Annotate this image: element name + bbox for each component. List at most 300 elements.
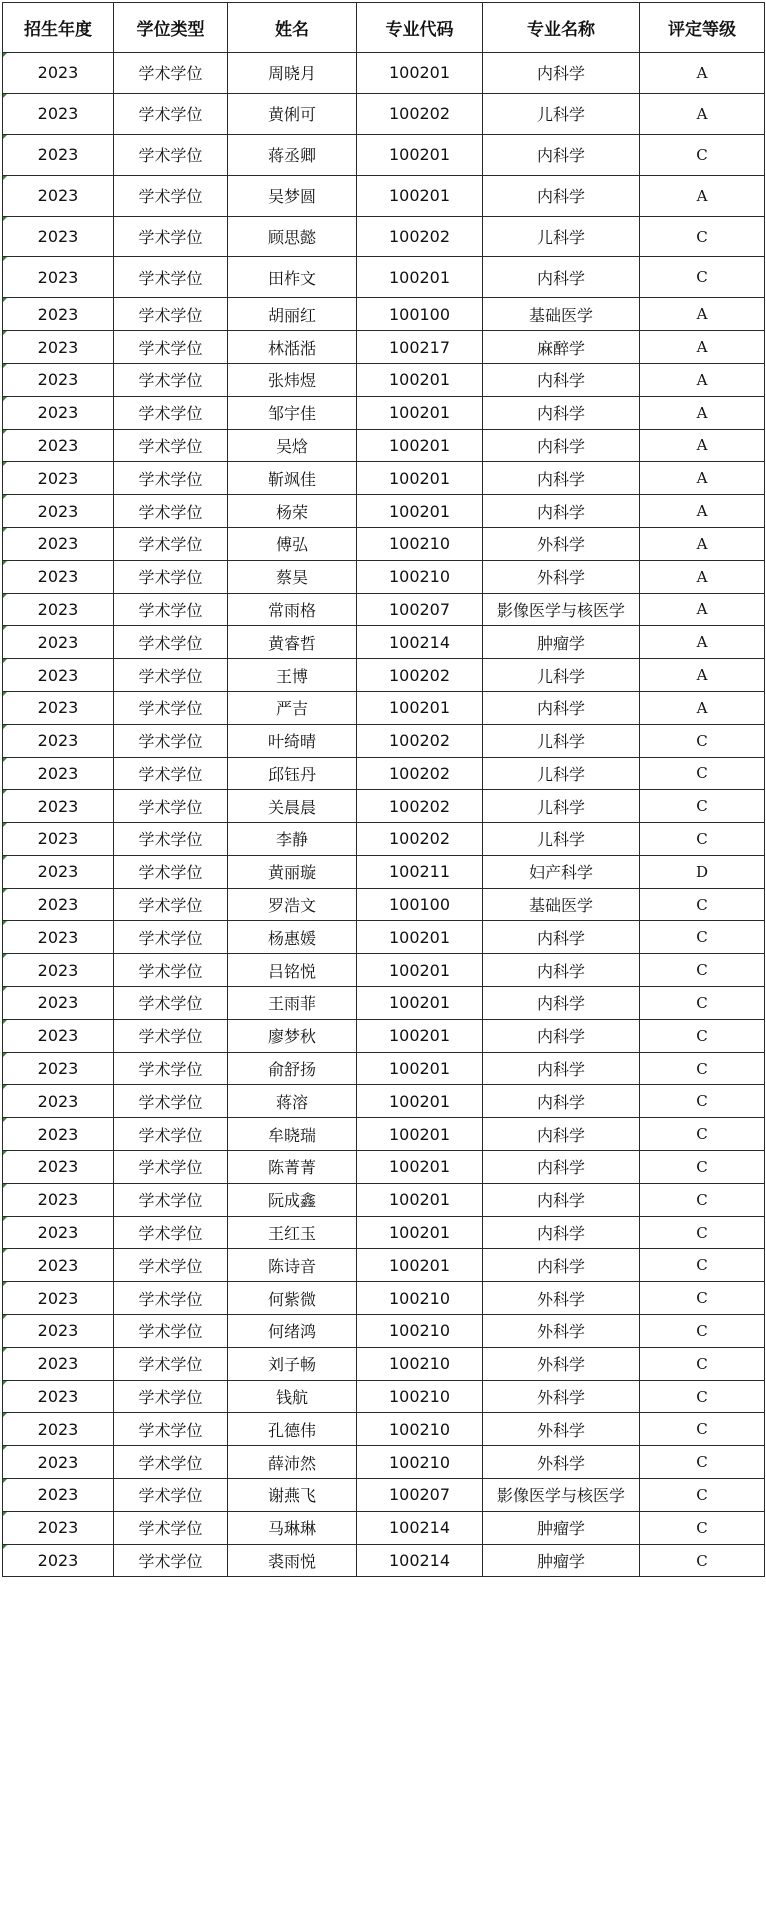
cell-major-code: 100201 bbox=[357, 257, 483, 298]
cell-degree-type: 学术学位 bbox=[114, 626, 228, 659]
table-row bbox=[3, 1511, 765, 1544]
cell-grade: C bbox=[640, 921, 765, 954]
cell-major-name: 内科学 bbox=[483, 1118, 640, 1151]
cell-grade: A bbox=[640, 462, 765, 495]
cell-major-code: 100201 bbox=[357, 1118, 483, 1151]
cell-major-name: 内科学 bbox=[483, 495, 640, 528]
cell-name: 钱航 bbox=[228, 1380, 357, 1413]
cell-degree-type: 学术学位 bbox=[114, 53, 228, 94]
table-row bbox=[3, 1183, 765, 1216]
cell-major-code: 100201 bbox=[357, 396, 483, 429]
cell-major-code: 100201 bbox=[357, 987, 483, 1020]
cell-enrollment-year: 2023 bbox=[3, 1446, 114, 1479]
cell-name: 王雨菲 bbox=[228, 987, 357, 1020]
cell-major-code: 100201 bbox=[357, 1249, 483, 1282]
cell-degree-type: 学术学位 bbox=[114, 823, 228, 856]
cell-name: 王博 bbox=[228, 659, 357, 692]
cell-name: 邱钰丹 bbox=[228, 757, 357, 790]
cell-grade: A bbox=[640, 691, 765, 724]
table-row bbox=[3, 724, 765, 757]
cell-degree-type: 学术学位 bbox=[114, 1151, 228, 1184]
cell-enrollment-year: 2023 bbox=[3, 134, 114, 175]
header-enrollment-year: 招生年度 bbox=[3, 3, 114, 53]
cell-enrollment-year: 2023 bbox=[3, 790, 114, 823]
cell-enrollment-year: 2023 bbox=[3, 1151, 114, 1184]
cell-grade: A bbox=[640, 495, 765, 528]
table-row bbox=[3, 626, 765, 659]
cell-major-code: 100100 bbox=[357, 888, 483, 921]
cell-degree-type: 学术学位 bbox=[114, 1479, 228, 1512]
cell-major-name: 肿瘤学 bbox=[483, 1544, 640, 1577]
table-row bbox=[3, 888, 765, 921]
cell-major-name: 内科学 bbox=[483, 396, 640, 429]
cell-name: 蒋溶 bbox=[228, 1085, 357, 1118]
cell-degree-type: 学术学位 bbox=[114, 1511, 228, 1544]
table-row bbox=[3, 298, 765, 331]
cell-major-code: 100210 bbox=[357, 1315, 483, 1348]
cell-enrollment-year: 2023 bbox=[3, 527, 114, 560]
cell-degree-type: 学术学位 bbox=[114, 1380, 228, 1413]
cell-degree-type: 学术学位 bbox=[114, 1413, 228, 1446]
table-row bbox=[3, 429, 765, 462]
cell-grade: A bbox=[640, 560, 765, 593]
cell-grade: A bbox=[640, 363, 765, 396]
cell-enrollment-year: 2023 bbox=[3, 1249, 114, 1282]
cell-name: 田柞文 bbox=[228, 257, 357, 298]
table-row bbox=[3, 593, 765, 626]
cell-major-name: 内科学 bbox=[483, 429, 640, 462]
cell-degree-type: 学术学位 bbox=[114, 495, 228, 528]
cell-name: 俞舒扬 bbox=[228, 1052, 357, 1085]
cell-degree-type: 学术学位 bbox=[114, 1085, 228, 1118]
table-row bbox=[3, 1085, 765, 1118]
cell-major-name: 外科学 bbox=[483, 1282, 640, 1315]
cell-degree-type: 学术学位 bbox=[114, 1446, 228, 1479]
cell-degree-type: 学术学位 bbox=[114, 691, 228, 724]
cell-major-code: 100210 bbox=[357, 1347, 483, 1380]
cell-major-name: 儿科学 bbox=[483, 823, 640, 856]
cell-degree-type: 学术学位 bbox=[114, 257, 228, 298]
cell-major-code: 100201 bbox=[357, 1019, 483, 1052]
cell-enrollment-year: 2023 bbox=[3, 1479, 114, 1512]
cell-name: 吕铭悦 bbox=[228, 954, 357, 987]
cell-major-name: 儿科学 bbox=[483, 216, 640, 257]
cell-enrollment-year: 2023 bbox=[3, 560, 114, 593]
table-row bbox=[3, 823, 765, 856]
table-row bbox=[3, 855, 765, 888]
cell-name: 严吉 bbox=[228, 691, 357, 724]
cell-grade: A bbox=[640, 53, 765, 94]
cell-enrollment-year: 2023 bbox=[3, 1085, 114, 1118]
header-row bbox=[3, 3, 765, 53]
cell-name: 常雨格 bbox=[228, 593, 357, 626]
table-body bbox=[3, 53, 765, 1577]
cell-enrollment-year: 2023 bbox=[3, 298, 114, 331]
cell-major-code: 100214 bbox=[357, 626, 483, 659]
cell-name: 陈诗音 bbox=[228, 1249, 357, 1282]
cell-enrollment-year: 2023 bbox=[3, 1380, 114, 1413]
cell-major-code: 100201 bbox=[357, 462, 483, 495]
cell-degree-type: 学术学位 bbox=[114, 1216, 228, 1249]
cell-degree-type: 学术学位 bbox=[114, 1019, 228, 1052]
table-row bbox=[3, 216, 765, 257]
cell-major-name: 内科学 bbox=[483, 462, 640, 495]
table-row bbox=[3, 93, 765, 134]
table-row bbox=[3, 659, 765, 692]
cell-grade: A bbox=[640, 331, 765, 364]
cell-grade: A bbox=[640, 593, 765, 626]
cell-major-name: 内科学 bbox=[483, 1085, 640, 1118]
table-row bbox=[3, 1347, 765, 1380]
cell-major-code: 100214 bbox=[357, 1511, 483, 1544]
cell-grade: C bbox=[640, 1085, 765, 1118]
cell-enrollment-year: 2023 bbox=[3, 921, 114, 954]
cell-major-code: 100201 bbox=[357, 134, 483, 175]
cell-major-code: 100214 bbox=[357, 1544, 483, 1577]
cell-degree-type: 学术学位 bbox=[114, 659, 228, 692]
cell-enrollment-year: 2023 bbox=[3, 855, 114, 888]
cell-degree-type: 学术学位 bbox=[114, 1052, 228, 1085]
cell-grade: C bbox=[640, 1511, 765, 1544]
table-row bbox=[3, 134, 765, 175]
cell-grade: C bbox=[640, 987, 765, 1020]
cell-grade: C bbox=[640, 1019, 765, 1052]
cell-grade: C bbox=[640, 1052, 765, 1085]
cell-major-code: 100201 bbox=[357, 1216, 483, 1249]
table-row bbox=[3, 757, 765, 790]
cell-major-name: 内科学 bbox=[483, 1019, 640, 1052]
cell-enrollment-year: 2023 bbox=[3, 757, 114, 790]
cell-major-name: 内科学 bbox=[483, 175, 640, 216]
cell-name: 黄睿哲 bbox=[228, 626, 357, 659]
cell-major-name: 外科学 bbox=[483, 1315, 640, 1348]
cell-grade: A bbox=[640, 626, 765, 659]
cell-enrollment-year: 2023 bbox=[3, 363, 114, 396]
cell-grade: C bbox=[640, 1544, 765, 1577]
cell-degree-type: 学术学位 bbox=[114, 1183, 228, 1216]
cell-name: 林湉湉 bbox=[228, 331, 357, 364]
cell-enrollment-year: 2023 bbox=[3, 593, 114, 626]
cell-degree-type: 学术学位 bbox=[114, 560, 228, 593]
cell-major-name: 外科学 bbox=[483, 1380, 640, 1413]
table-row bbox=[3, 175, 765, 216]
cell-name: 廖梦秋 bbox=[228, 1019, 357, 1052]
cell-major-code: 100202 bbox=[357, 724, 483, 757]
cell-grade: C bbox=[640, 1479, 765, 1512]
cell-major-name: 内科学 bbox=[483, 954, 640, 987]
cell-major-code: 100201 bbox=[357, 1183, 483, 1216]
cell-degree-type: 学术学位 bbox=[114, 593, 228, 626]
cell-major-name: 内科学 bbox=[483, 987, 640, 1020]
cell-name: 周晓月 bbox=[228, 53, 357, 94]
table-row bbox=[3, 1216, 765, 1249]
cell-name: 蒋丞卿 bbox=[228, 134, 357, 175]
cell-enrollment-year: 2023 bbox=[3, 1544, 114, 1577]
table-row bbox=[3, 790, 765, 823]
cell-major-code: 100202 bbox=[357, 823, 483, 856]
cell-major-code: 100217 bbox=[357, 331, 483, 364]
cell-grade: C bbox=[640, 1347, 765, 1380]
cell-major-name: 基础医学 bbox=[483, 298, 640, 331]
cell-enrollment-year: 2023 bbox=[3, 1019, 114, 1052]
cell-enrollment-year: 2023 bbox=[3, 626, 114, 659]
cell-degree-type: 学术学位 bbox=[114, 298, 228, 331]
table-row bbox=[3, 1052, 765, 1085]
cell-grade: C bbox=[640, 1183, 765, 1216]
cell-enrollment-year: 2023 bbox=[3, 954, 114, 987]
cell-grade: C bbox=[640, 216, 765, 257]
cell-enrollment-year: 2023 bbox=[3, 691, 114, 724]
cell-degree-type: 学术学位 bbox=[114, 462, 228, 495]
cell-major-name: 内科学 bbox=[483, 921, 640, 954]
cell-degree-type: 学术学位 bbox=[114, 527, 228, 560]
cell-grade: C bbox=[640, 134, 765, 175]
cell-major-code: 100201 bbox=[357, 1085, 483, 1118]
cell-major-code: 100207 bbox=[357, 1479, 483, 1512]
cell-grade: C bbox=[640, 888, 765, 921]
cell-major-name: 外科学 bbox=[483, 1446, 640, 1479]
cell-major-code: 100207 bbox=[357, 593, 483, 626]
cell-enrollment-year: 2023 bbox=[3, 331, 114, 364]
cell-major-name: 肿瘤学 bbox=[483, 1511, 640, 1544]
cell-name: 黄俐可 bbox=[228, 93, 357, 134]
cell-name: 薛沛然 bbox=[228, 1446, 357, 1479]
table-row bbox=[3, 363, 765, 396]
cell-name: 裘雨悦 bbox=[228, 1544, 357, 1577]
cell-degree-type: 学术学位 bbox=[114, 921, 228, 954]
header-name: 姓名 bbox=[228, 3, 357, 53]
cell-major-code: 100210 bbox=[357, 1282, 483, 1315]
cell-major-code: 100201 bbox=[357, 921, 483, 954]
table-row bbox=[3, 257, 765, 298]
cell-major-name: 儿科学 bbox=[483, 724, 640, 757]
cell-grade: C bbox=[640, 790, 765, 823]
cell-major-name: 外科学 bbox=[483, 1347, 640, 1380]
cell-degree-type: 学术学位 bbox=[114, 396, 228, 429]
cell-grade: C bbox=[640, 1413, 765, 1446]
cell-major-name: 妇产科学 bbox=[483, 855, 640, 888]
cell-major-name: 儿科学 bbox=[483, 757, 640, 790]
cell-name: 吴焓 bbox=[228, 429, 357, 462]
cell-major-name: 内科学 bbox=[483, 53, 640, 94]
cell-major-code: 100210 bbox=[357, 527, 483, 560]
cell-degree-type: 学术学位 bbox=[114, 93, 228, 134]
cell-major-code: 100202 bbox=[357, 757, 483, 790]
cell-grade: C bbox=[640, 1380, 765, 1413]
cell-name: 靳飒佳 bbox=[228, 462, 357, 495]
cell-degree-type: 学术学位 bbox=[114, 757, 228, 790]
cell-major-name: 外科学 bbox=[483, 1413, 640, 1446]
cell-enrollment-year: 2023 bbox=[3, 888, 114, 921]
table-row bbox=[3, 691, 765, 724]
table-row bbox=[3, 987, 765, 1020]
cell-grade: C bbox=[640, 1118, 765, 1151]
cell-grade: A bbox=[640, 298, 765, 331]
table-row bbox=[3, 921, 765, 954]
cell-major-name: 儿科学 bbox=[483, 93, 640, 134]
table-row bbox=[3, 53, 765, 94]
cell-name: 傅弘 bbox=[228, 527, 357, 560]
table-row bbox=[3, 331, 765, 364]
cell-degree-type: 学术学位 bbox=[114, 363, 228, 396]
cell-major-name: 内科学 bbox=[483, 691, 640, 724]
cell-major-code: 100202 bbox=[357, 93, 483, 134]
cell-degree-type: 学术学位 bbox=[114, 1544, 228, 1577]
cell-major-code: 100201 bbox=[357, 954, 483, 987]
cell-major-code: 100202 bbox=[357, 216, 483, 257]
cell-enrollment-year: 2023 bbox=[3, 1118, 114, 1151]
cell-name: 陈菁菁 bbox=[228, 1151, 357, 1184]
cell-degree-type: 学术学位 bbox=[114, 790, 228, 823]
cell-grade: C bbox=[640, 724, 765, 757]
cell-enrollment-year: 2023 bbox=[3, 823, 114, 856]
table-row bbox=[3, 1282, 765, 1315]
table-row bbox=[3, 462, 765, 495]
cell-major-name: 内科学 bbox=[483, 1151, 640, 1184]
cell-enrollment-year: 2023 bbox=[3, 257, 114, 298]
cell-degree-type: 学术学位 bbox=[114, 1249, 228, 1282]
cell-enrollment-year: 2023 bbox=[3, 1282, 114, 1315]
cell-major-name: 基础医学 bbox=[483, 888, 640, 921]
cell-enrollment-year: 2023 bbox=[3, 429, 114, 462]
cell-enrollment-year: 2023 bbox=[3, 1413, 114, 1446]
cell-name: 马琳琳 bbox=[228, 1511, 357, 1544]
cell-major-code: 100210 bbox=[357, 1413, 483, 1446]
cell-major-code: 100211 bbox=[357, 855, 483, 888]
table-row bbox=[3, 1413, 765, 1446]
cell-major-name: 影像医学与核医学 bbox=[483, 593, 640, 626]
cell-grade: C bbox=[640, 954, 765, 987]
cell-major-name: 内科学 bbox=[483, 1052, 640, 1085]
cell-enrollment-year: 2023 bbox=[3, 53, 114, 94]
cell-name: 杨惠媛 bbox=[228, 921, 357, 954]
cell-name: 吴梦圆 bbox=[228, 175, 357, 216]
cell-major-name: 儿科学 bbox=[483, 659, 640, 692]
student-grade-table bbox=[2, 2, 765, 1577]
cell-enrollment-year: 2023 bbox=[3, 1052, 114, 1085]
cell-grade: C bbox=[640, 1249, 765, 1282]
cell-name: 何绪鸿 bbox=[228, 1315, 357, 1348]
table-row bbox=[3, 1249, 765, 1282]
cell-grade: A bbox=[640, 527, 765, 560]
cell-major-code: 100201 bbox=[357, 1151, 483, 1184]
cell-major-name: 内科学 bbox=[483, 363, 640, 396]
cell-major-code: 100210 bbox=[357, 1446, 483, 1479]
cell-major-code: 100202 bbox=[357, 790, 483, 823]
table-row bbox=[3, 1151, 765, 1184]
table-row bbox=[3, 1118, 765, 1151]
cell-grade: A bbox=[640, 429, 765, 462]
cell-degree-type: 学术学位 bbox=[114, 888, 228, 921]
cell-enrollment-year: 2023 bbox=[3, 93, 114, 134]
cell-name: 罗浩文 bbox=[228, 888, 357, 921]
header-grade: 评定等级 bbox=[640, 3, 765, 53]
cell-major-code: 100201 bbox=[357, 53, 483, 94]
cell-name: 邹宇佳 bbox=[228, 396, 357, 429]
cell-enrollment-year: 2023 bbox=[3, 1315, 114, 1348]
cell-grade: D bbox=[640, 855, 765, 888]
cell-grade: C bbox=[640, 1151, 765, 1184]
cell-major-code: 100201 bbox=[357, 175, 483, 216]
cell-grade: C bbox=[640, 257, 765, 298]
table-row bbox=[3, 1315, 765, 1348]
cell-grade: C bbox=[640, 1446, 765, 1479]
table-row bbox=[3, 1479, 765, 1512]
cell-grade: C bbox=[640, 1216, 765, 1249]
cell-enrollment-year: 2023 bbox=[3, 1347, 114, 1380]
cell-grade: C bbox=[640, 757, 765, 790]
table-row bbox=[3, 396, 765, 429]
cell-enrollment-year: 2023 bbox=[3, 216, 114, 257]
cell-grade: A bbox=[640, 659, 765, 692]
header-major-name: 专业名称 bbox=[483, 3, 640, 53]
cell-major-name: 儿科学 bbox=[483, 790, 640, 823]
table-row bbox=[3, 560, 765, 593]
cell-major-name: 外科学 bbox=[483, 560, 640, 593]
cell-enrollment-year: 2023 bbox=[3, 724, 114, 757]
cell-major-code: 100201 bbox=[357, 1052, 483, 1085]
cell-name: 谢燕飞 bbox=[228, 1479, 357, 1512]
cell-major-code: 100201 bbox=[357, 495, 483, 528]
cell-name: 黄丽璇 bbox=[228, 855, 357, 888]
cell-name: 杨荣 bbox=[228, 495, 357, 528]
table-row bbox=[3, 1544, 765, 1577]
cell-degree-type: 学术学位 bbox=[114, 724, 228, 757]
table-row bbox=[3, 527, 765, 560]
cell-degree-type: 学术学位 bbox=[114, 1282, 228, 1315]
cell-name: 李静 bbox=[228, 823, 357, 856]
cell-name: 叶绮晴 bbox=[228, 724, 357, 757]
cell-major-name: 内科学 bbox=[483, 257, 640, 298]
cell-enrollment-year: 2023 bbox=[3, 987, 114, 1020]
cell-name: 阮成鑫 bbox=[228, 1183, 357, 1216]
cell-degree-type: 学术学位 bbox=[114, 429, 228, 462]
cell-degree-type: 学术学位 bbox=[114, 216, 228, 257]
cell-major-code: 100201 bbox=[357, 691, 483, 724]
cell-degree-type: 学术学位 bbox=[114, 331, 228, 364]
cell-degree-type: 学术学位 bbox=[114, 954, 228, 987]
cell-name: 刘子畅 bbox=[228, 1347, 357, 1380]
cell-major-name: 外科学 bbox=[483, 527, 640, 560]
cell-major-code: 100201 bbox=[357, 363, 483, 396]
table-row bbox=[3, 495, 765, 528]
cell-grade: C bbox=[640, 823, 765, 856]
header-degree-type: 学位类型 bbox=[114, 3, 228, 53]
cell-name: 王红玉 bbox=[228, 1216, 357, 1249]
cell-grade: A bbox=[640, 93, 765, 134]
cell-name: 顾思懿 bbox=[228, 216, 357, 257]
cell-enrollment-year: 2023 bbox=[3, 1183, 114, 1216]
cell-major-code: 100210 bbox=[357, 560, 483, 593]
cell-degree-type: 学术学位 bbox=[114, 1315, 228, 1348]
cell-name: 胡丽红 bbox=[228, 298, 357, 331]
cell-name: 关晨晨 bbox=[228, 790, 357, 823]
cell-enrollment-year: 2023 bbox=[3, 175, 114, 216]
cell-major-code: 100210 bbox=[357, 1380, 483, 1413]
table-row bbox=[3, 1446, 765, 1479]
cell-degree-type: 学术学位 bbox=[114, 175, 228, 216]
cell-major-code: 100202 bbox=[357, 659, 483, 692]
cell-grade: C bbox=[640, 1315, 765, 1348]
cell-name: 何紫微 bbox=[228, 1282, 357, 1315]
cell-degree-type: 学术学位 bbox=[114, 1118, 228, 1151]
cell-major-name: 肿瘤学 bbox=[483, 626, 640, 659]
table-row bbox=[3, 954, 765, 987]
cell-enrollment-year: 2023 bbox=[3, 659, 114, 692]
cell-major-name: 内科学 bbox=[483, 1249, 640, 1282]
cell-enrollment-year: 2023 bbox=[3, 396, 114, 429]
cell-major-name: 内科学 bbox=[483, 134, 640, 175]
